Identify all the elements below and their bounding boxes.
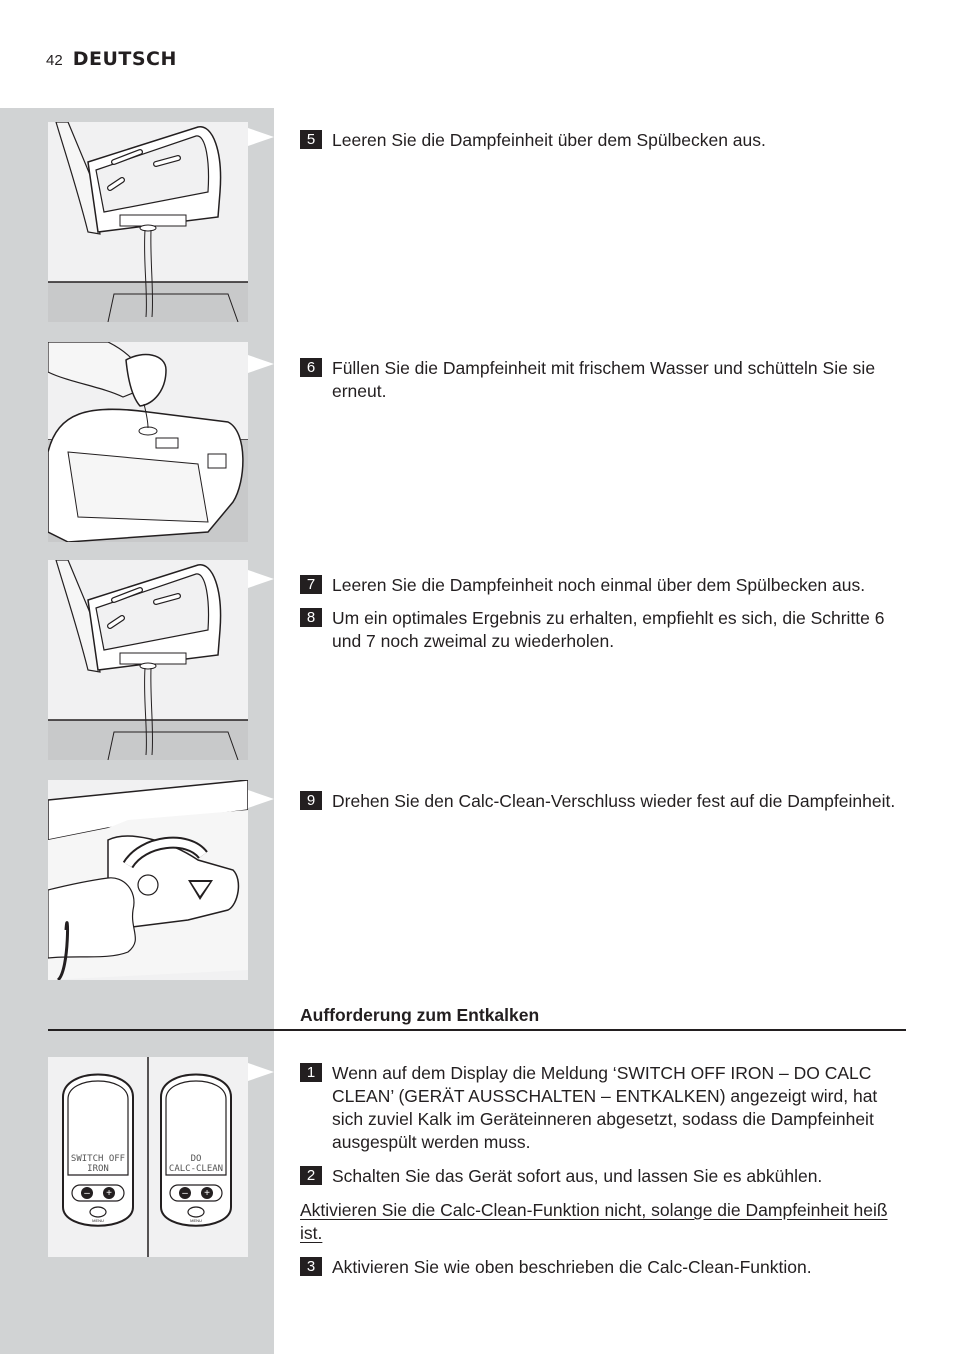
step-number: 3 — [300, 1257, 322, 1276]
step-8 — [300, 607, 906, 653]
step-number: 5 — [300, 130, 322, 149]
illustration-tighten-cap — [48, 780, 248, 980]
menu-label: MENU — [92, 1218, 104, 1223]
minus-label: – — [84, 1188, 90, 1199]
step-number: 1 — [300, 1063, 322, 1082]
step-3 — [300, 1256, 906, 1279]
lcd-line-1: SWITCH OFF — [70, 1154, 126, 1164]
warning-note — [300, 1199, 890, 1245]
menu-button[interactable] — [188, 1207, 204, 1217]
minus-label: – — [182, 1188, 188, 1199]
pointer-arrow — [248, 128, 274, 146]
step-5 — [300, 129, 906, 152]
illustration-fill-water — [48, 342, 248, 542]
step-text: Leeren Sie die Dampfeinheit noch einmal über dem Spülbecken aus. — [332, 575, 866, 595]
page-header — [46, 48, 177, 74]
step-7 — [300, 574, 906, 597]
step-number: 9 — [300, 791, 322, 810]
step-text: Leeren Sie die Dampfeinheit über dem Spülbecken aus. — [332, 130, 766, 150]
lcd-line-1: DO — [190, 1154, 202, 1164]
lcd-line-2: CALC-CLEAN — [168, 1164, 224, 1174]
step-2 — [300, 1165, 906, 1188]
step-text: Füllen Sie die Dampfeinheit mit frischem Wasser und schütteln Sie sie erneut. — [332, 358, 876, 401]
step-1 — [300, 1062, 906, 1154]
step-number: 6 — [300, 358, 322, 377]
section-title: Aufforderung zum Entkalken — [300, 1005, 540, 1025]
step-text: Wenn auf dem Display die Meldung ‘SWITCH OFF IRON – DO CALC CLEAN’ (GERÄT AUSSCHALTEN – ENTKALKEN) angezeigt wird, hat sich zuviel Kalk im Geräteinneren abgesetzt, sodass die Dampfeinheit ausgespült werden muss. — [332, 1063, 878, 1152]
step-text: Schalten Sie das Gerät sofort aus, und lassen Sie es abkühlen. — [332, 1166, 823, 1186]
step-text: Um ein optimales Ergebnis zu erhalten, empfiehlt es sich, die Schritte 6 und 7 noch zweimal zu wiederholen. — [332, 608, 885, 651]
plus-label: + — [204, 1188, 210, 1199]
pointer-arrow — [248, 355, 274, 373]
menu-button[interactable] — [90, 1207, 106, 1217]
pointer-arrow — [248, 570, 274, 588]
page-number: 42 — [46, 52, 63, 69]
warning-text: Aktivieren Sie die Calc-Clean-Funktion nicht, solange die Dampfeinheit heiß ist. — [300, 1200, 888, 1243]
plus-label: + — [106, 1188, 112, 1199]
step-text: Drehen Sie den Calc-Clean-Verschluss wieder fest auf die Dampfeinheit. — [332, 791, 896, 811]
lcd-line-2: IRON — [87, 1164, 109, 1174]
step-9 — [300, 790, 906, 813]
illustration-empty-again — [48, 560, 248, 760]
language-title: DEUTSCH — [72, 48, 177, 70]
display-panel-calc-clean — [161, 1075, 231, 1226]
step-number: 8 — [300, 608, 322, 627]
menu-label: MENU — [190, 1218, 202, 1223]
step-text: Aktivieren Sie wie oben beschrieben die Calc-Clean-Funktion. — [332, 1257, 812, 1277]
illustration-display-panels — [48, 1057, 248, 1257]
section-divider — [48, 1029, 906, 1031]
step-6 — [300, 357, 906, 403]
pointer-arrow — [248, 790, 274, 808]
step-number: 7 — [300, 575, 322, 594]
pointer-arrow — [248, 1063, 274, 1081]
step-number: 2 — [300, 1166, 322, 1185]
display-panel-switch-off — [63, 1075, 133, 1226]
illustration-empty-steam-unit — [48, 122, 248, 322]
